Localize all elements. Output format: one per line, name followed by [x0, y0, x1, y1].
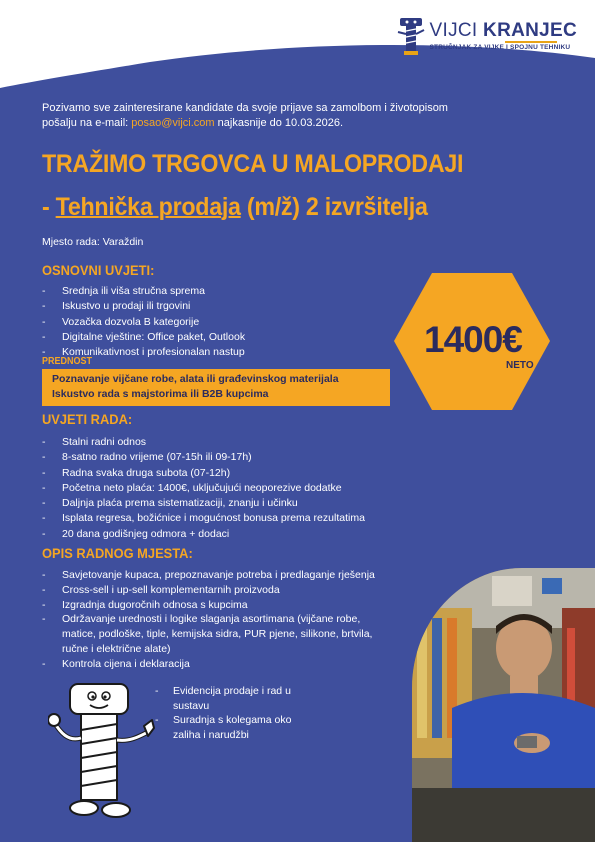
logo-name	[430, 21, 577, 41]
list-item: - Vozačka dozvola B kategorije	[42, 315, 245, 330]
intro-line-1: Pozivamo sve zainteresirane kandidate da svoje prijave sa zamolbom i životopisom	[42, 102, 448, 114]
list-item: - Isplata regresa, božićnice i mogućnost bonusa prema rezultatima	[42, 511, 365, 526]
job-description-sublist	[155, 684, 315, 742]
job-title-line-2	[42, 193, 428, 222]
list-item: - 20 dana godišnjeg odmora + dodaci	[42, 527, 365, 542]
title-rest: (m/ž) 2 izvršitelja	[240, 193, 428, 221]
salary-amount: 1400€	[424, 319, 522, 360]
list-item: - Cross-sell i up-sell komplementarnih proizvoda	[42, 583, 387, 598]
shop-scene-image	[412, 568, 595, 842]
salary-label: NETO	[506, 360, 534, 371]
list-item: - Daljnja plaća prema sistematizaciji, znanju i učinku	[42, 496, 365, 511]
intro-line-2	[42, 116, 542, 131]
logo-underline	[505, 41, 557, 43]
logo-name-light: VIJCI	[429, 20, 484, 41]
list-item: - Suradnja s kolegama oko zaliha i narudžbi	[155, 713, 315, 742]
intro-text	[42, 101, 542, 131]
advantage-line-2: Iskustvo rada s majstorima ili B2B kupcima	[52, 388, 269, 400]
list-item: - Srednja ili viša stručna sprema	[42, 284, 245, 299]
list-item: - 8-satno radno vrijeme (07-15h ili 09-17h)	[42, 450, 365, 465]
advantage-label: PREDNOST	[42, 356, 93, 367]
intro-line-2-before: pošalju na e-mail:	[42, 117, 132, 129]
work-conditions-heading: UVJETI RADA:	[42, 411, 133, 427]
job-description-heading: OPIS RADNOG MJESTA:	[42, 545, 193, 561]
company-logo	[396, 16, 577, 56]
title-dash: -	[42, 193, 56, 221]
title-underlined: Tehnička prodaja	[55, 193, 241, 221]
list-item: - Kontrola cijena i deklaracija	[42, 657, 387, 672]
basic-conditions-list	[42, 284, 245, 360]
list-item: - Savjetovanje kupaca, prepoznavanje potreba i predlaganje rješenja	[42, 568, 387, 583]
list-item: - Evidencija prodaje i rad u sustavu	[155, 684, 315, 713]
bolt-mascot-logo-icon	[396, 16, 426, 56]
bolt-mascot-illustration	[48, 680, 158, 820]
list-item: - Iskustvo u prodaji ili trgovini	[42, 299, 245, 314]
job-description-list	[42, 568, 387, 672]
list-item: - Izgradnja dugoročnih odnosa s kupcima	[42, 598, 387, 613]
list-item: - Održavanje urednosti i logike slaganja asortimana (vijčane robe, matice, podloške, tiple, kemijska sidra, PUR pjene, silikone, brtvila, ručne i električne alate)	[42, 612, 387, 656]
list-item: - Početna neto plaća: 1400€, uključujući neoporezive dodatke	[42, 481, 365, 496]
intro-deadline: najkasnije do 10.03.2026.	[214, 117, 344, 129]
employee-photo	[412, 568, 595, 842]
basic-conditions-heading: OSNOVNI UVJETI:	[42, 262, 155, 278]
advantage-line-1: Poznavanje vijčane robe, alata ili građevinskog materijala	[52, 373, 339, 385]
job-title-line-1: TRAŽIMO TRGOVCA U MALOPRODAJI	[42, 150, 464, 178]
list-item: - Digitalne vještine: Office paket, Outlook	[42, 330, 245, 345]
logo-tagline: STRUČNJAK ZA VIJKE I SPOJNU TEHNIKU	[429, 44, 571, 51]
work-location: Mjesto rada: Varaždin	[42, 236, 144, 248]
advantage-box	[42, 369, 390, 406]
email-link[interactable]: posao@vijci.com	[131, 117, 215, 129]
work-conditions-list	[42, 435, 365, 542]
list-item: - Stalni radni odnos	[42, 435, 365, 450]
list-item: - Radna svaka druga subota (07-12h)	[42, 466, 365, 481]
list-item: - Komunikativnost i profesionalan nastup	[42, 345, 245, 360]
logo-name-bold: KRANJEC	[483, 20, 577, 41]
